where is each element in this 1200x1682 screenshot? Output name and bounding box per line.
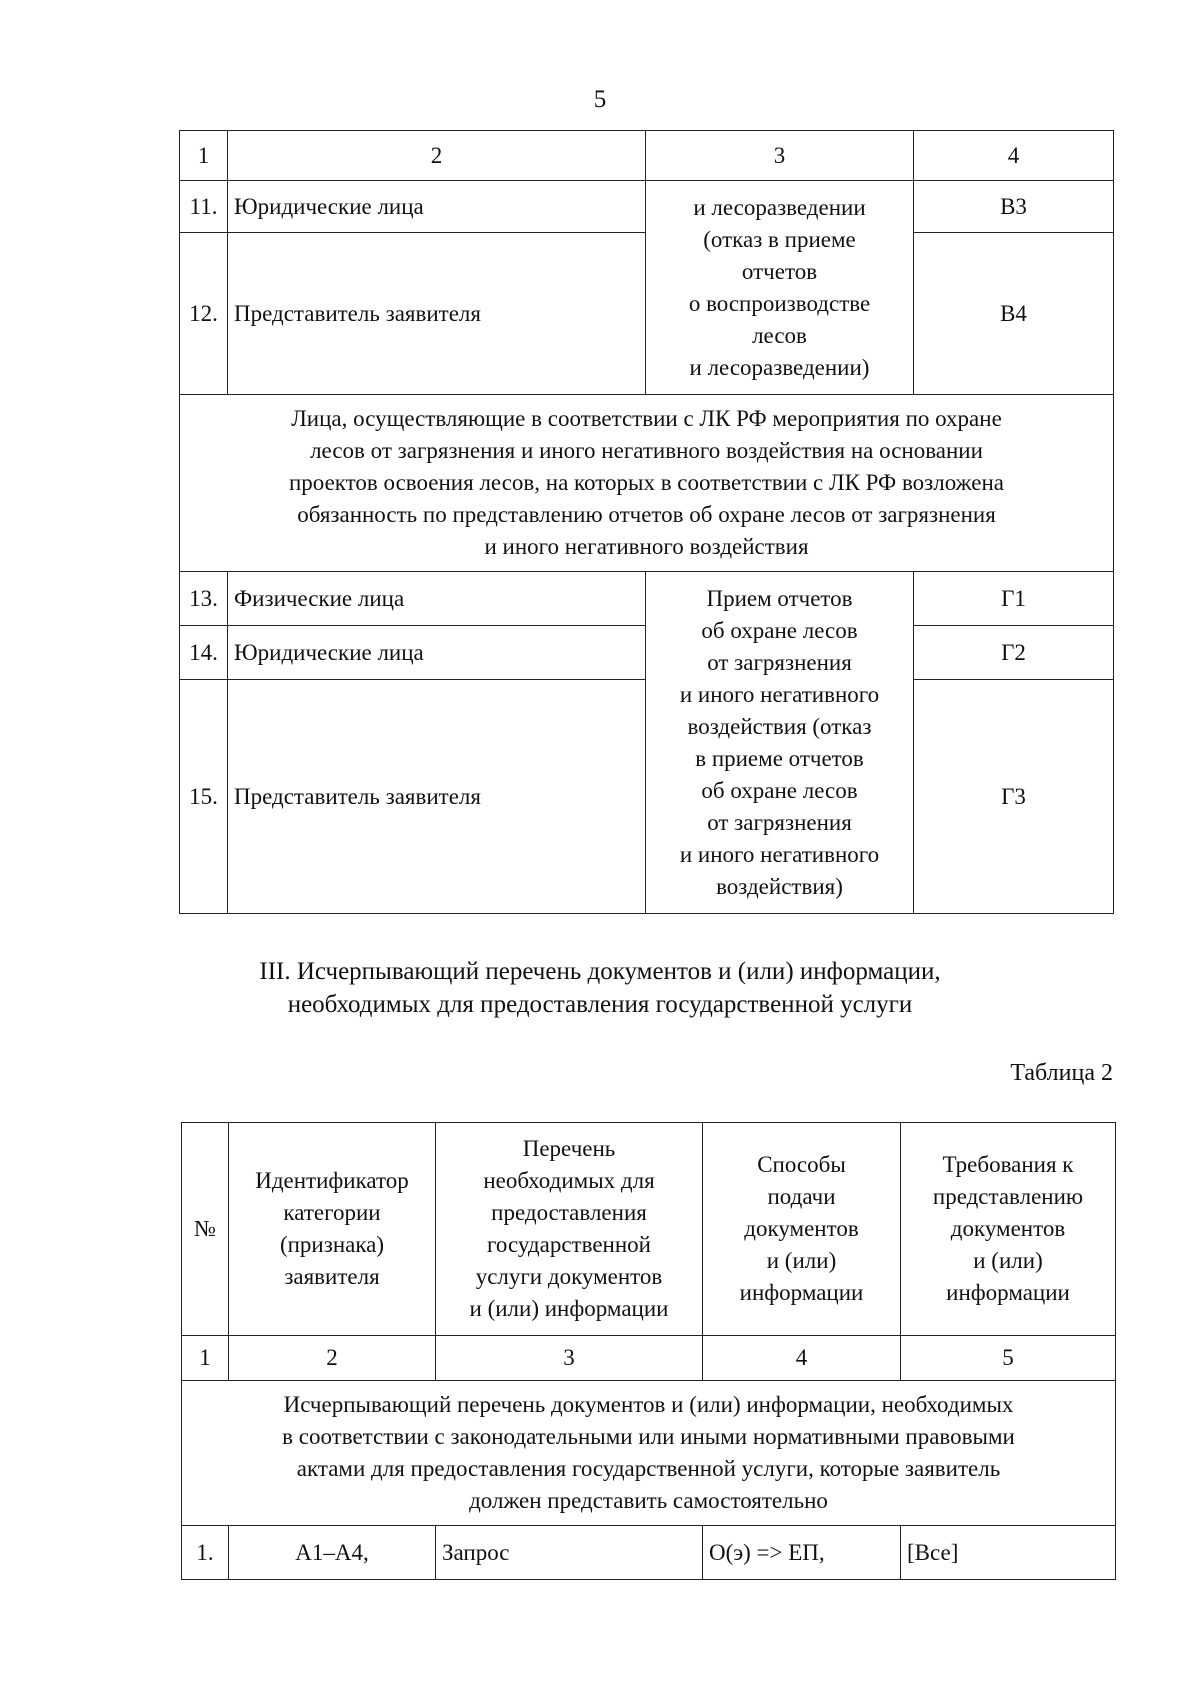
result-line: воздействия (отказ xyxy=(687,713,872,739)
col-number-3: 3 xyxy=(436,1336,703,1381)
header-submission-methods xyxy=(703,1123,901,1336)
document-name: Запрос xyxy=(436,1526,703,1580)
row-number: 13. xyxy=(180,572,228,626)
applicant-category: Физические лица xyxy=(228,572,646,626)
table-row xyxy=(182,1526,1116,1580)
group-heading-line: актами для предоставления государственной услуги, которые заявитель xyxy=(296,1456,1001,1481)
header-line: Требования к xyxy=(942,1152,1074,1177)
group-heading-row xyxy=(180,395,1114,572)
row-number: 14. xyxy=(180,626,228,680)
submission-method: О(э) => ЕП, xyxy=(703,1526,901,1580)
category-code: Г1 xyxy=(914,572,1114,626)
header-line: услуги документов xyxy=(475,1264,663,1289)
header-line: предоставления xyxy=(491,1200,647,1225)
result-line: и лесоразведении xyxy=(693,194,866,220)
result-cell xyxy=(646,572,914,914)
group-heading-line: в соответствии с законодательными или иными нормативными правовыми xyxy=(282,1424,1015,1449)
header-line: и (или) xyxy=(766,1248,837,1273)
applicant-category: Юридические лица xyxy=(228,626,646,680)
section-heading-line: III. Исчерпывающий перечень документов и (или) информации, xyxy=(259,958,941,985)
group-heading xyxy=(180,395,1114,572)
row-number: 1. xyxy=(182,1526,229,1580)
result-line: от загрязнения xyxy=(707,649,852,675)
col-number-5: 5 xyxy=(901,1336,1116,1381)
col-number-1: 1 xyxy=(182,1336,229,1381)
row-number: 12. xyxy=(180,233,228,395)
header-line: документов xyxy=(950,1216,1066,1241)
result-cell xyxy=(646,181,914,395)
group-heading-line: Лица, осуществляющие в соответствии с ЛК РФ мероприятия по охране xyxy=(291,406,1002,431)
group-heading-line: проектов освоения лесов, на которых в соответствии с ЛК РФ возложена xyxy=(289,470,1004,495)
group-heading-row xyxy=(182,1381,1116,1526)
documents-table xyxy=(181,1122,1116,1580)
header-line: документов xyxy=(744,1216,859,1241)
result-line: (отказ в приеме xyxy=(703,226,856,252)
result-line: воздействия) xyxy=(716,873,843,899)
header-line: Способы xyxy=(757,1152,846,1177)
col-number-4: 4 xyxy=(703,1336,901,1381)
section-heading-line: необходимых для предоставления государственной услуги xyxy=(287,991,913,1018)
category-code: В3 xyxy=(914,181,1114,233)
result-line: об охране лесов xyxy=(701,777,858,803)
applicant-category: Представитель заявителя xyxy=(228,233,646,395)
header-row xyxy=(182,1123,1116,1336)
header-line: подачи xyxy=(767,1184,836,1209)
header-line: государственной xyxy=(487,1232,651,1257)
header-line: и (или) информации xyxy=(469,1296,669,1321)
header-line: информации xyxy=(739,1280,864,1305)
result-line: и лесоразведении) xyxy=(689,354,870,380)
applicant-category: Юридические лица xyxy=(228,181,646,233)
table-row xyxy=(180,572,1114,626)
column-number-row xyxy=(180,131,1114,181)
column-number-row xyxy=(182,1336,1116,1381)
header-line: Идентификатор xyxy=(255,1168,409,1193)
header-line: заявителя xyxy=(284,1264,380,1289)
category-code: Г3 xyxy=(914,680,1114,914)
header-requirements xyxy=(901,1123,1116,1336)
row-number: 11. xyxy=(180,181,228,233)
result-line: отчетов xyxy=(741,258,818,284)
header-line: информации xyxy=(946,1280,1070,1305)
group-heading-line: Исчерпывающий перечень документов и (или) информации, необходимых xyxy=(283,1392,1014,1417)
col-number-1: 1 xyxy=(180,131,228,181)
categories-table xyxy=(179,130,1114,914)
category-code: Г2 xyxy=(914,626,1114,680)
page-number: 5 xyxy=(593,86,607,113)
header-identifier xyxy=(229,1123,436,1336)
requirement: [Все] xyxy=(901,1526,1116,1580)
section-heading xyxy=(0,955,1200,1021)
header-line: № xyxy=(194,1216,216,1241)
result-line: и иного негативного xyxy=(679,841,880,867)
result-line: от загрязнения xyxy=(707,809,852,835)
header-number xyxy=(182,1123,229,1336)
result-line: о воспроизводстве xyxy=(688,290,871,316)
header-line: (признака) xyxy=(279,1232,385,1257)
header-line: Перечень xyxy=(522,1136,616,1161)
group-heading-line: должен представить самостоятельно xyxy=(469,1488,828,1513)
header-documents xyxy=(436,1123,703,1336)
group-heading-line: и иного негативного воздействия xyxy=(484,534,809,559)
row-number: 15. xyxy=(180,680,228,914)
col-number-3: 3 xyxy=(646,131,914,181)
group-heading-line: лесов от загрязнения и иного негативного воздействия на основании xyxy=(310,438,983,463)
result-line: Прием отчетов xyxy=(706,585,853,611)
result-line: лесов xyxy=(752,322,807,348)
header-line: и (или) xyxy=(973,1248,1043,1273)
group-heading xyxy=(182,1381,1116,1526)
category-code: В4 xyxy=(914,233,1114,395)
col-number-2: 2 xyxy=(228,131,646,181)
header-line: необходимых для xyxy=(483,1168,655,1193)
result-line: и иного негативного xyxy=(679,681,880,707)
col-number-2: 2 xyxy=(229,1336,436,1381)
result-line: об охране лесов xyxy=(701,617,858,643)
header-line: представлению xyxy=(932,1184,1084,1209)
result-line: в приеме отчетов xyxy=(695,745,864,771)
applicant-category: Представитель заявителя xyxy=(228,680,646,914)
category-identifier: А1–А4, xyxy=(229,1526,436,1580)
table-caption: Таблица 2 xyxy=(1010,1060,1113,1086)
table-row xyxy=(180,181,1114,233)
col-number-4: 4 xyxy=(914,131,1114,181)
header-line: категории xyxy=(283,1200,381,1225)
group-heading-line: обязанность по представлению отчетов об охране лесов от загрязнения xyxy=(297,502,996,527)
